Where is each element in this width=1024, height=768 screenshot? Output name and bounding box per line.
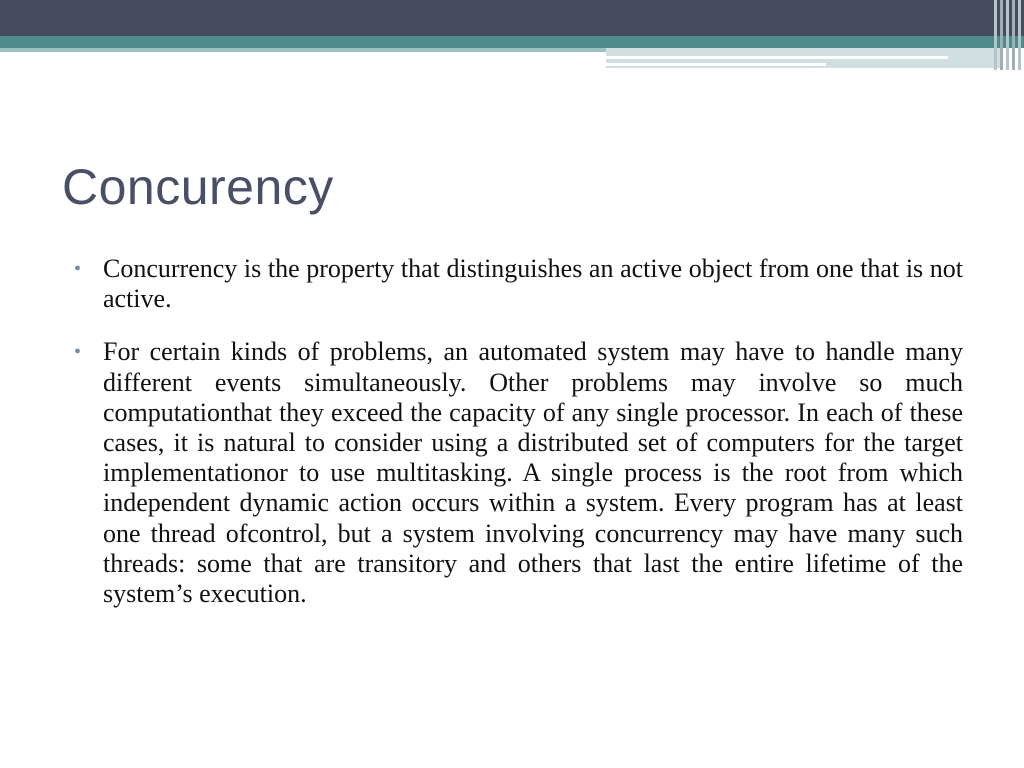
stripe (994, 0, 997, 70)
stripe (1018, 0, 1021, 70)
header-teal-band (0, 36, 1024, 48)
header-teal-thin-line (0, 48, 606, 52)
bullet-list (72, 254, 963, 632)
header-right-stripes (994, 0, 1024, 70)
stripe (1000, 0, 1003, 70)
bullet-item (72, 337, 963, 609)
bullet-icon: • (74, 258, 82, 280)
bullet-icon: • (74, 341, 82, 364)
bullet-text: For certain kinds of problems, an automated system may have to handle many different events simultaneously. Other problems may involve so much computationthat they exceed the capacity of any single processor. In each of these cases, it is natural to consider using a distributed set of computers for the target implementationor to use multitasking. A single process is the root from which independent dynamic action occurs within a system. Every program has at least one thread ofcontrol, but a system involving concurrency may have many such threads: some that are transitory and others that last the entire lifetime of the system’s execution. (103, 337, 963, 609)
stripe (1012, 0, 1015, 70)
stripe (1006, 0, 1009, 70)
bullet-text: Concurrency is the property that distinguishes an active object from one that is not active. (103, 254, 963, 314)
header-step-line (606, 56, 948, 59)
slide-title: Concurency (62, 159, 334, 215)
bullet-item (72, 254, 963, 314)
header-dark-band (0, 0, 1024, 36)
header-step-line (606, 63, 826, 66)
